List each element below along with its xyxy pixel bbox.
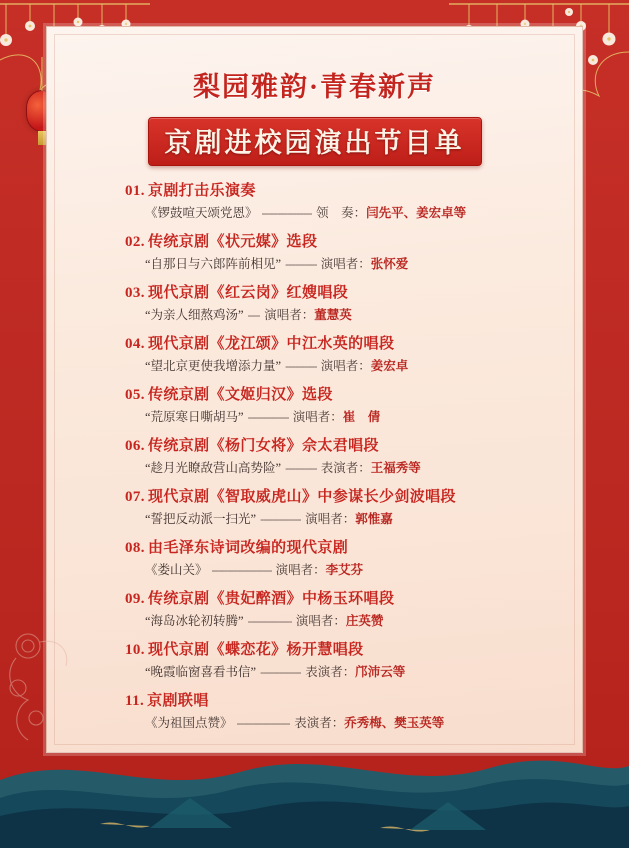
- item-title: [125, 383, 534, 404]
- item-name: 传统京剧《杨门女将》佘太君唱段: [147, 438, 379, 454]
- item-name: 由毛泽东诗词改编的现代京剧: [147, 540, 349, 556]
- leader-dots: -------------: [260, 512, 302, 526]
- item-piece: “海岛冰轮初转腾”: [145, 614, 244, 628]
- item-title: [125, 434, 534, 455]
- list-item: [125, 485, 534, 527]
- item-piece: “望北京更使我增添力量”: [145, 359, 282, 373]
- wave-mountain-icon: [0, 728, 629, 848]
- leader-dots: ----------: [285, 257, 317, 271]
- list-item: [125, 281, 534, 323]
- item-role: 表演者：: [294, 716, 345, 730]
- item-performer: 庄英赞: [345, 614, 384, 628]
- leader-dots: -------------: [260, 665, 302, 679]
- item-name: 现代京剧《智取威虎山》中参谋长少剑波唱段: [147, 489, 456, 505]
- item-performer: 姜宏卓: [370, 359, 409, 373]
- item-name: 京剧联唱: [147, 693, 209, 709]
- leader-dots: -------------: [247, 410, 289, 424]
- item-detail: [125, 407, 534, 425]
- leader-dots: -----------------: [236, 716, 291, 730]
- leader-dots: ----: [247, 308, 261, 322]
- item-role: 演唱者：: [305, 512, 356, 526]
- item-detail: [125, 254, 534, 272]
- item-performer: 王福秀等: [370, 461, 421, 475]
- item-detail: [125, 611, 534, 629]
- item-name: 传统京剧《文姬归汉》选段: [147, 387, 333, 403]
- item-piece: “趁月光瞭敌营山高势险”: [145, 461, 282, 475]
- list-item: [125, 587, 534, 629]
- item-title: [125, 281, 534, 302]
- item-title: [125, 485, 534, 506]
- list-item: [125, 230, 534, 272]
- item-number: 09.: [125, 591, 145, 607]
- item-name: 现代京剧《龙江颂》中江水英的唱段: [147, 336, 395, 352]
- item-piece: “为亲人细熬鸡汤”: [145, 308, 244, 322]
- item-number: 07.: [125, 489, 145, 505]
- item-title: [125, 536, 534, 557]
- item-title: [125, 587, 534, 608]
- list-item: [125, 536, 534, 578]
- program-panel: [46, 26, 583, 753]
- item-name: 现代京剧《蝶恋花》杨开慧唱段: [147, 642, 364, 658]
- item-performer: 郭惟嘉: [355, 512, 393, 526]
- leader-dots: ----------------: [261, 206, 313, 220]
- item-title: [125, 638, 534, 659]
- item-number: 02.: [125, 234, 145, 250]
- item-name: 现代京剧《红云岗》红嫂唱段: [147, 285, 349, 301]
- item-number: 08.: [125, 540, 145, 556]
- item-role: 演唱者：: [275, 563, 326, 577]
- item-performer: 乔秀梅、樊玉英等: [344, 716, 445, 730]
- page-subtitle: 京剧进校园演出节目单: [164, 128, 465, 158]
- item-title: [125, 332, 534, 353]
- leader-dots: ----------: [285, 359, 317, 373]
- item-number: 01.: [125, 183, 145, 199]
- list-item: [125, 332, 534, 374]
- item-performer: 邝沛云等: [355, 665, 406, 679]
- item-number: 05.: [125, 387, 145, 403]
- list-item: [125, 383, 534, 425]
- item-performer: 董慧英: [314, 308, 352, 322]
- item-number: 03.: [125, 285, 145, 301]
- item-role: 领 奏：: [316, 206, 367, 220]
- item-role: 演唱者：: [292, 410, 343, 424]
- item-number: 06.: [125, 438, 145, 454]
- item-role: 演唱者：: [320, 359, 371, 373]
- item-title: [125, 179, 534, 200]
- item-name: 传统京剧《状元媒》选段: [147, 234, 318, 250]
- item-detail: [125, 458, 534, 476]
- item-piece: “誓把反动派一扫光”: [145, 512, 257, 526]
- item-performer: 崔 倩: [342, 410, 381, 424]
- leader-dots: --------------: [247, 614, 292, 628]
- item-role: 演唱者：: [320, 257, 371, 271]
- item-title: [125, 230, 534, 251]
- item-performer: 闫先平、姜宏卓等: [366, 206, 467, 220]
- item-detail: [125, 203, 534, 221]
- item-detail: [125, 560, 534, 578]
- item-piece: 《娄山关》: [145, 563, 208, 577]
- item-role: 表演者：: [320, 461, 371, 475]
- list-item: [125, 434, 534, 476]
- item-piece: 《锣鼓喧天颂党恩》: [145, 206, 258, 220]
- item-performer: 张怀爱: [370, 257, 409, 271]
- item-role: 演唱者：: [264, 308, 315, 322]
- item-number: 10.: [125, 642, 145, 658]
- leader-dots: ----------: [285, 461, 317, 475]
- item-role: 演唱者：: [295, 614, 346, 628]
- list-item: [125, 689, 534, 731]
- item-title: [125, 689, 534, 710]
- item-number: 04.: [125, 336, 145, 352]
- list-item: [125, 179, 534, 221]
- item-detail: [125, 509, 534, 527]
- item-piece: “晚霞临窗喜看书信”: [145, 665, 257, 679]
- item-detail: [125, 305, 534, 323]
- item-piece: “自那日与六郎阵前相见”: [145, 257, 282, 271]
- program-list: [125, 179, 534, 740]
- poster-heading: [47, 65, 582, 166]
- item-number: 11.: [125, 693, 145, 709]
- item-detail: [125, 356, 534, 374]
- subtitle-banner: [148, 117, 482, 166]
- item-name: 京剧打击乐演奏: [147, 183, 256, 199]
- item-detail: [125, 662, 534, 680]
- item-performer: 李艾芬: [325, 563, 364, 577]
- list-item: [125, 638, 534, 680]
- page-title: 梨园雅韵·青春新声: [192, 72, 436, 102]
- item-piece: “荒原寒日嘶胡马”: [145, 410, 244, 424]
- item-name: 传统京剧《贵妃醉酒》中杨玉环唱段: [147, 591, 395, 607]
- item-role: 表演者：: [305, 665, 356, 679]
- item-piece: 《为祖国点赞》: [145, 716, 233, 730]
- leader-dots: -------------------: [211, 563, 272, 577]
